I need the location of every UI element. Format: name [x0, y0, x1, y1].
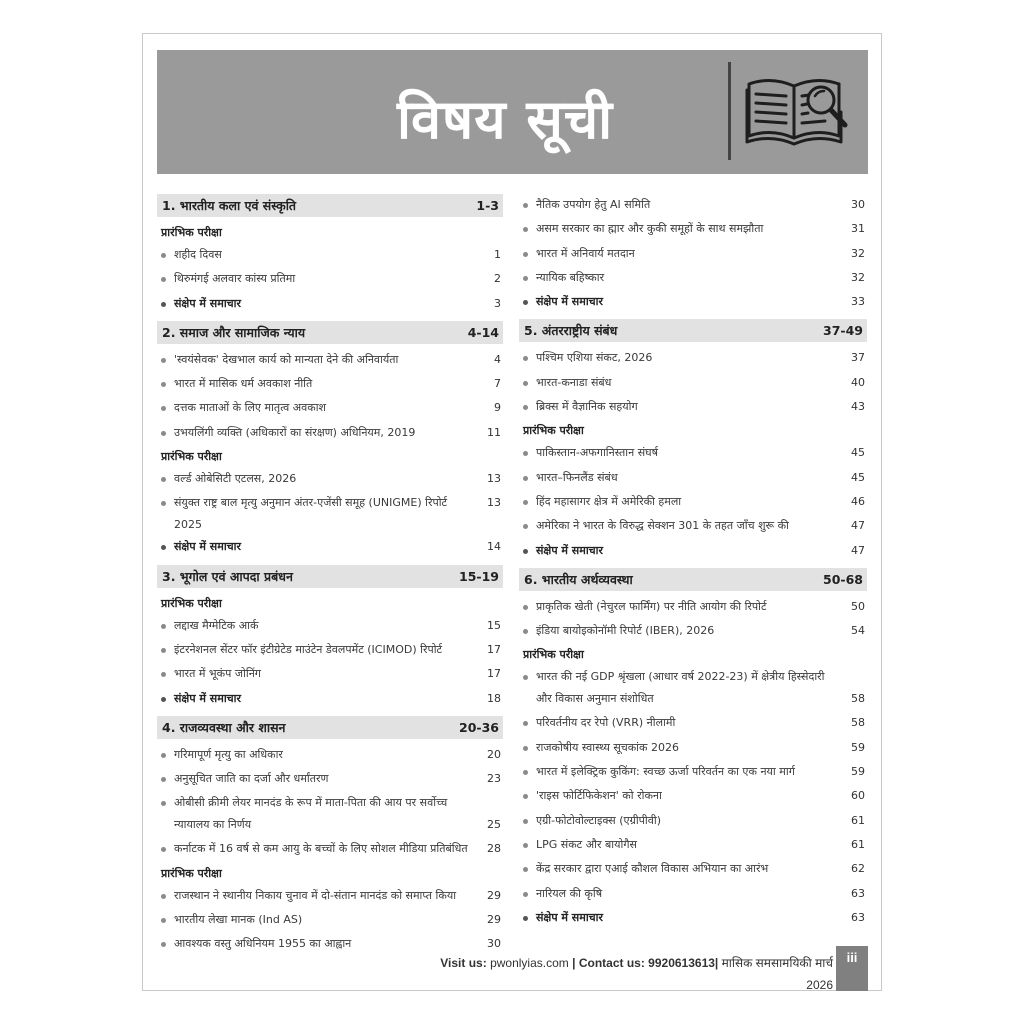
toc-entry-page: 13 — [487, 496, 501, 510]
bullet-icon — [523, 500, 528, 505]
toc-entry-title: अमेरिका ने भारत के विरुद्ध सेक्शन 301 के तहत जाँच शुरू की — [536, 519, 789, 533]
toc-entry[interactable] — [157, 838, 503, 862]
bullet-icon — [523, 381, 528, 386]
bullet-icon — [161, 894, 166, 899]
toc-entry[interactable] — [157, 492, 503, 536]
toc-entry-page: 17 — [487, 667, 501, 681]
bullet-icon — [523, 721, 528, 726]
toc-entry-title: भारत में अनिवार्य मतदान — [536, 246, 635, 260]
toc-entry[interactable] — [519, 442, 867, 466]
toc-entry-page: 63 — [851, 886, 865, 900]
toc-entry-title: नारियल की कृषि — [536, 886, 603, 900]
footer-phone: 9920613613| — [648, 956, 719, 970]
toc-entry-page: 9 — [494, 401, 501, 415]
section-pages: 37-49 — [823, 323, 863, 339]
toc-entry-page: 11 — [487, 425, 501, 439]
toc-entry[interactable] — [519, 834, 867, 858]
footer-edition: मासिक समसामयिकी मार्च 2026 — [721, 956, 833, 992]
toc-entry-page: 32 — [851, 270, 865, 284]
toc-entry[interactable] — [519, 396, 867, 420]
toc-entry-title: भारत में भूकंप जोनिंग — [174, 667, 262, 681]
toc-entry[interactable] — [519, 515, 867, 539]
toc-entry-page: 33 — [851, 295, 865, 309]
toc-entry-title: अनुसूचित जाति का दर्जा और धर्मांतरण — [174, 772, 329, 786]
toc-entry-title: आवश्यक वस्तु अधिनियम 1955 का आह्वान — [174, 937, 352, 951]
toc-entry-title: गरिमापूर्ण मृत्यु का अधिकार — [174, 747, 283, 761]
toc-entry[interactable] — [519, 810, 867, 834]
section-title: 3. भूगोल एवं आपदा प्रबंधन — [162, 568, 293, 584]
toc-entry-title: संक्षेप में समाचार — [174, 691, 242, 705]
news-in-brief-item[interactable] — [519, 907, 867, 931]
bullet-icon — [523, 605, 528, 610]
news-in-brief-item[interactable] — [157, 536, 503, 560]
toc-entry-page: 58 — [851, 716, 865, 730]
toc-entry-title: इंटरनेशनल सेंटर फॉर इंटीग्रेटेड माउंटेन डेवलपमेंट (ICIMOD) रिपोर्ट — [174, 642, 443, 656]
toc-entry-title: संक्षेप में समाचार — [536, 295, 604, 309]
toc-entry[interactable] — [519, 194, 867, 218]
toc-entry[interactable] — [519, 883, 867, 907]
toc-entry[interactable] — [157, 768, 503, 792]
toc-entry-page: 54 — [851, 624, 865, 638]
toc-entry-title: शहीद दिवस — [174, 248, 222, 261]
news-in-brief-item[interactable] — [157, 688, 503, 712]
toc-entry[interactable] — [157, 639, 503, 663]
toc-entry-title: न्यायिक बहिष्कार — [536, 270, 605, 284]
footer-contact-label: Contact us: — [578, 956, 645, 970]
news-in-brief-item[interactable] — [519, 291, 867, 315]
toc-entry-page: 32 — [851, 246, 865, 260]
section-title: 4. राजव्यवस्था और शासन — [162, 719, 286, 735]
toc-entry-title: संक्षेप में समाचार — [536, 910, 604, 924]
toc-entry[interactable] — [157, 349, 503, 373]
toc-entry-page: 31 — [851, 222, 865, 236]
bullet-icon — [523, 794, 528, 799]
bullet-icon — [523, 867, 528, 872]
bullet-icon — [523, 892, 528, 897]
toc-entry-title: उभयलिंगी व्यक्ति (अधिकारों का संरक्षण) अधिनियम, 2019 — [174, 425, 416, 439]
toc-entry-title: हिंद महासागर क्षेत्र में अमेरिकी हमला — [536, 494, 682, 508]
toc-entry-title: भारत की नई GDP श्रृंखला (आधार वर्ष 2022-23) में क्षेत्रीय हिस्सेदारी और विकास अनुमान संशोधित — [536, 670, 825, 706]
title-banner — [157, 50, 868, 174]
section-pages: 20-36 — [459, 719, 499, 735]
toc-entry-title: वर्ल्ड ओबेसिटी एटलस, 2026 — [174, 472, 297, 486]
bullet-icon — [523, 675, 528, 680]
toc-entry[interactable] — [519, 243, 867, 267]
section-pages: 15-19 — [459, 568, 499, 584]
bullet-icon — [523, 405, 528, 410]
toc-entry[interactable] — [519, 347, 867, 371]
toc-entry-title: भारत–फिनलैंड संबंध — [536, 470, 618, 484]
bullet-icon — [523, 451, 528, 456]
toc-entry-page: 3 — [494, 296, 501, 310]
section-heading[interactable] — [519, 568, 867, 591]
toc-entry-title: भारत में मासिक धर्म अवकाश नीति — [174, 377, 313, 391]
toc-entry[interactable] — [157, 744, 503, 768]
toc-entry[interactable] — [157, 663, 503, 687]
news-in-brief-item[interactable] — [157, 293, 503, 317]
subsection-label: प्रारंभिक परीक्षा — [161, 226, 222, 239]
toc-entry-page: 23 — [487, 772, 501, 786]
toc-entry[interactable] — [519, 267, 867, 291]
toc-entry-title: दत्तक माताओं के लिए मातृत्व अवकाश — [174, 401, 327, 415]
subsection-label: प्रारंभिक परीक्षा — [523, 424, 584, 438]
toc-entry[interactable] — [519, 858, 867, 882]
toc-entry-page: 61 — [851, 813, 865, 827]
news-in-brief-item[interactable] — [519, 540, 867, 564]
toc-entry-page: 37 — [851, 351, 865, 365]
toc-entry-page: 2 — [494, 272, 501, 286]
toc-entry[interactable] — [157, 397, 503, 421]
book-magnifier-icon — [745, 72, 849, 150]
toc-entry[interactable] — [519, 467, 867, 491]
toc-entry[interactable] — [519, 666, 867, 712]
toc-entry-page: 59 — [851, 765, 865, 779]
toc-entry-title: संक्षेप में समाचार — [174, 296, 242, 310]
toc-entry-title: LPG संकट और बायोगैस — [536, 837, 637, 851]
toc-entry-title: संक्षेप में समाचार — [174, 540, 242, 554]
toc-entry-page: 45 — [851, 446, 865, 460]
toc-page — [142, 33, 882, 991]
toc-entry-page: 18 — [487, 691, 501, 705]
toc-entry-page: 40 — [851, 375, 865, 389]
toc-entry[interactable] — [157, 268, 503, 292]
toc-entry[interactable] — [157, 422, 503, 446]
bullet-icon — [161, 477, 166, 482]
toc-entry-title: संयुक्त राष्ट्र बाल मृत्यु अनुमान अंतर-एजेंसी समूह (UNIGME) रिपोर्ट 2025 — [174, 496, 448, 532]
toc-entry-page: 30 — [487, 937, 501, 951]
toc-entry-title: कर्नाटक में 16 वर्ष से कम आयु के बच्चों के लिए सोशल मीडिया प्रतिबंधित — [174, 842, 468, 856]
toc-entry[interactable] — [519, 372, 867, 396]
toc-entry[interactable] — [519, 785, 867, 809]
section-heading[interactable] — [157, 716, 503, 739]
banner-divider — [728, 62, 731, 160]
toc-entry-title: थिरुमंगई अलवार कांस्य प्रतिमा — [174, 272, 296, 286]
toc-entry-page: 4 — [494, 352, 501, 366]
bullet-icon — [161, 918, 166, 923]
section-heading[interactable] — [157, 194, 503, 217]
toc-entry-title: केंद्र सरकार द्वारा एआई कौशल विकास अभियान का आरंभ — [536, 862, 769, 876]
bullet-icon — [523, 629, 528, 634]
toc-entry-title: भारत में इलेक्ट्रिक कुकिंग: स्वच्छ ऊर्जा परिवर्तन का एक नया मार्ग — [536, 765, 795, 779]
toc-entry-title: भारत-कनाडा संबंध — [536, 375, 612, 389]
toc-entry-title: नैतिक उपयोग हेतु AI समिति — [536, 198, 651, 211]
toc-entry-title: प्राकृतिक खेती (नेचुरल फार्मिंग) पर नीति आयोग की रिपोर्ट — [536, 599, 767, 613]
bullet-icon — [523, 524, 528, 529]
toc-entry[interactable] — [157, 468, 503, 492]
toc-entry-page: 45 — [851, 470, 865, 484]
bullet-icon — [523, 203, 528, 208]
toc-entry-page: 47 — [851, 543, 865, 557]
bullet-icon — [523, 252, 528, 257]
bullet-icon — [523, 476, 528, 481]
bullet-icon — [161, 697, 166, 702]
bullet-icon — [161, 253, 166, 258]
toc-entry-title: लद्दाख मैग्मेटिक आर्क — [174, 618, 259, 632]
subsection-label: प्रारंभिक परीक्षा — [161, 866, 222, 880]
toc-entry-title: भारतीय लेखा मानक (Ind AS) — [174, 913, 303, 927]
toc-entry-page: 50 — [851, 599, 865, 613]
toc-entry-title: एग्री-फोटोवोल्टाइक्स (एग्रीपीवी) — [536, 813, 662, 827]
footer-website[interactable]: pwonlyias.com — [490, 956, 569, 970]
bullet-icon — [161, 302, 166, 307]
bullet-icon — [161, 382, 166, 387]
subsection-label: प्रारंभिक परीक्षा — [161, 450, 222, 464]
bullet-icon — [161, 406, 166, 411]
toc-entry-page: 58 — [851, 692, 865, 706]
bullet-icon — [523, 549, 528, 554]
toc-entry-page: 43 — [851, 400, 865, 414]
toc-entry-page: 61 — [851, 837, 865, 851]
toc-entry-title: पाकिस्तान-अफगानिस्तान संघर्ष — [536, 446, 659, 460]
toc-entry[interactable] — [519, 761, 867, 785]
bullet-icon — [161, 501, 166, 506]
toc-entry-page: 62 — [851, 862, 865, 876]
bullet-icon — [523, 770, 528, 775]
toc-entry[interactable] — [519, 491, 867, 515]
bullet-icon — [161, 753, 166, 758]
toc-entry[interactable] — [519, 712, 867, 736]
bullet-icon — [161, 777, 166, 782]
footer-visit-label: Visit us: — [440, 956, 487, 970]
section-title: 6. भारतीय अर्थव्यवस्था — [524, 571, 633, 587]
toc-entry[interactable] — [519, 620, 867, 644]
toc-entry-title: परिवर्तनीय दर रेपो (VRR) नीलामी — [536, 716, 676, 730]
toc-entry-title: पश्चिम एशिया संकट, 2026 — [536, 351, 653, 365]
bullet-icon — [523, 227, 528, 232]
toc-entry-title: ओबीसी क्रीमी लेयर मानदंड के रूप में माता-पिता की आय पर सर्वोच्च न्यायालय का निर्णय — [174, 796, 448, 832]
toc-entry-page: 30 — [851, 198, 865, 211]
toc-entry-title: ब्रिक्स में वैज्ञानिक सहयोग — [536, 400, 638, 414]
section-pages: 1-3 — [476, 198, 499, 213]
toc-entry[interactable] — [519, 218, 867, 242]
section-heading[interactable] — [519, 319, 867, 342]
toc-entry-page: 15 — [487, 618, 501, 632]
section-title: 2. समाज और सामाजिक न्याय — [162, 324, 306, 340]
toc-entry[interactable] — [157, 244, 503, 268]
subsection-label: प्रारंभिक परीक्षा — [523, 648, 584, 662]
bullet-icon — [161, 648, 166, 653]
page-title: विषय सूची — [397, 87, 614, 151]
bullet-icon — [523, 300, 528, 305]
footer-separator: | — [572, 956, 576, 970]
toc-entry-page: 7 — [494, 377, 501, 391]
toc-entry-title: संक्षेप में समाचार — [536, 543, 604, 557]
bullet-icon — [523, 843, 528, 848]
toc-entry-title: 'राइस फोर्टिफिकेशन' को रोकना — [536, 789, 662, 803]
toc-entry-page: 20 — [487, 747, 501, 761]
bullet-icon — [523, 819, 528, 824]
toc-entry-page: 25 — [487, 818, 501, 832]
toc-entry[interactable] — [519, 596, 867, 620]
bullet-icon — [161, 431, 166, 436]
bullet-icon — [161, 672, 166, 677]
bullet-icon — [161, 624, 166, 629]
bullet-icon — [161, 942, 166, 947]
bullet-icon — [161, 277, 166, 282]
subsection-label: प्रारंभिक परीक्षा — [161, 596, 222, 610]
bullet-icon — [523, 356, 528, 361]
toc-entry[interactable] — [157, 885, 503, 909]
section-pages: 4-14 — [467, 324, 499, 340]
toc-entry-page: 29 — [487, 888, 501, 902]
section-pages: 50-68 — [823, 571, 863, 587]
toc-entry-page: 14 — [487, 540, 501, 554]
toc-entry-title: 'स्वयंसेवक' देखभाल कार्य को मान्यता देने की अनिवार्यता — [174, 352, 399, 366]
toc-entry-page: 46 — [851, 494, 865, 508]
toc-entry-title: इंडिया बायोइकोनॉमी रिपोर्ट (IBER), 2026 — [536, 624, 715, 638]
toc-entry[interactable] — [157, 373, 503, 397]
toc-entry-title: राजस्थान ने स्थानीय निकाय चुनाव में दो-संतान मानदंड को समाप्त किया — [174, 888, 457, 902]
bullet-icon — [523, 916, 528, 921]
toc-entry-page: 13 — [487, 472, 501, 486]
toc-entry-page: 60 — [851, 789, 865, 803]
toc-right-column — [519, 194, 867, 931]
toc-entry[interactable] — [519, 737, 867, 761]
section-title: 5. अंतरराष्ट्रीय संबंध — [524, 323, 618, 339]
toc-entry-page: 17 — [487, 642, 501, 656]
bullet-icon — [523, 276, 528, 281]
toc-entry-page: 28 — [487, 842, 501, 856]
toc-entry-page: 29 — [487, 913, 501, 927]
section-heading[interactable] — [157, 565, 503, 588]
bullet-icon — [161, 847, 166, 852]
bullet-icon — [161, 358, 166, 363]
toc-entry-page: 1 — [494, 248, 501, 261]
bullet-icon — [161, 801, 166, 806]
page-footer — [423, 952, 833, 992]
toc-entry[interactable] — [157, 792, 503, 838]
toc-entry[interactable] — [157, 909, 503, 933]
section-title: 1. भारतीय कला एवं संस्कृति — [162, 198, 297, 213]
toc-entry-title: असम सरकार का ह्मार और कुकी समूहों के साथ समझौता — [536, 222, 764, 236]
toc-left-column — [157, 194, 503, 958]
toc-entry-page: 59 — [851, 740, 865, 754]
page-number: iii — [836, 946, 868, 991]
toc-entry-page: 47 — [851, 519, 865, 533]
bullet-icon — [161, 545, 166, 550]
bullet-icon — [523, 746, 528, 751]
toc-entry-title: राजकोषीय स्वास्थ्य सूचकांक 2026 — [536, 740, 679, 754]
toc-entry[interactable] — [157, 615, 503, 639]
toc-entry-page: 63 — [851, 910, 865, 924]
section-heading[interactable] — [157, 321, 503, 344]
